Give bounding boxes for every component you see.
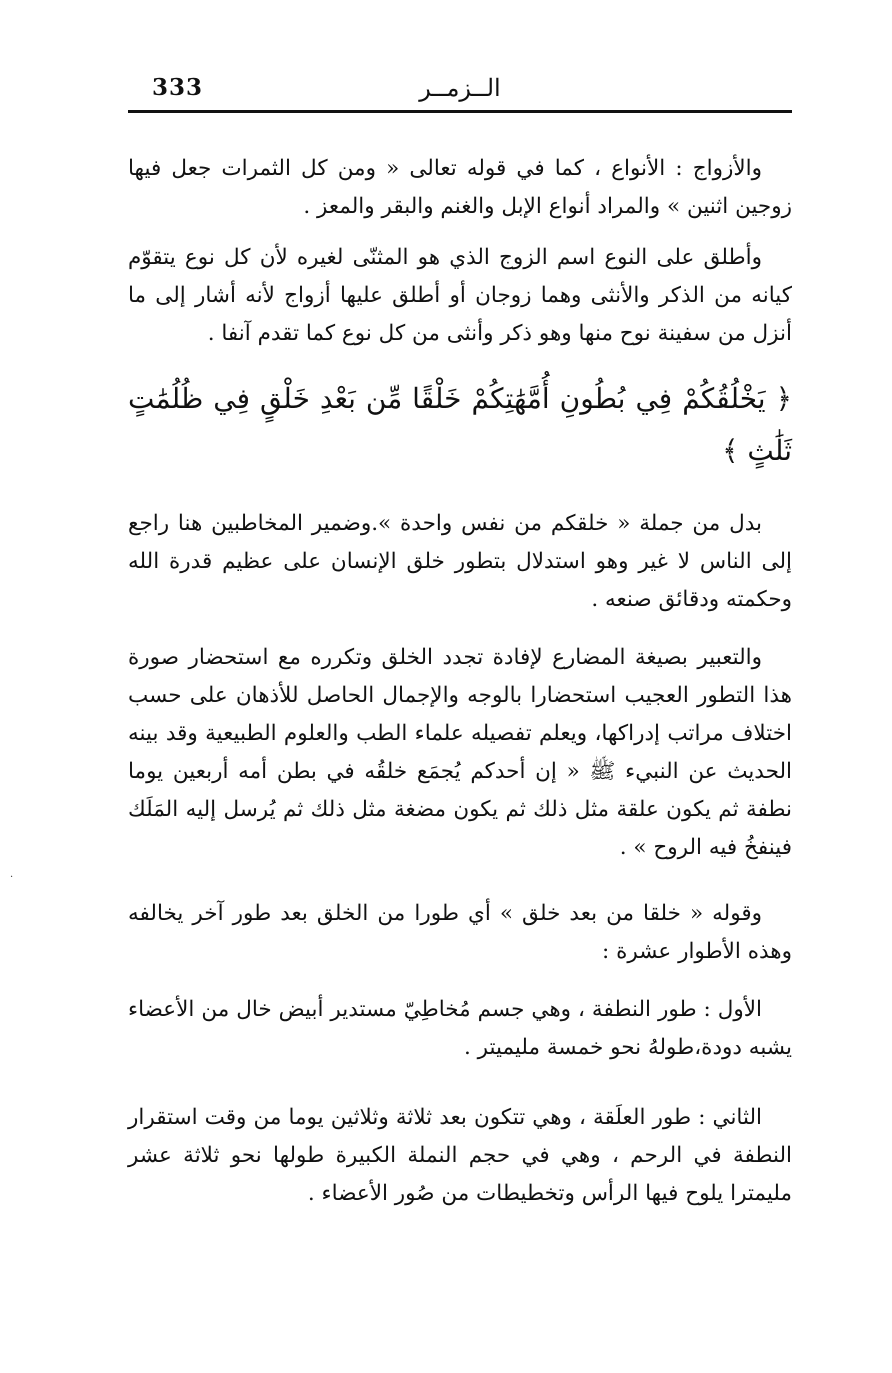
paragraph-tabir-hadith: والتعبير بصيغة المضارع لإفادة تجدد الخلق وتكرره مع استحضار صورة هذا التطور العجيب استحضارا بالوجه والإجمال الحاصل للأذهان على حسب اختلاف مراتب إدراكها، ويعلم تفصيله علماء الطب والعلوم الطبيعية وقد بينه الحديث عن النبيء ﷺ « إن أحدكم يُجمَع خلقُه في بطن أمه أربعين يوما نطفة ثم يكون علقة مثل ذلك ثم يكون مضغة مثل ذلك ثم يُرسل إليه المَلَك فينفخُ فيه الروح » . — [128, 645, 792, 860]
paragraph-stage-one: الأول : طور النطفة ، وهي جسم مُخاطِيّ مستدير أبيض خال من الأعضاء يشبه دودة،طولهُ نحو خمسة مليميتر . — [128, 997, 792, 1060]
page-body — [128, 150, 792, 1213]
paragraph-khalqan-stages: وقوله « خلقا من بعد خلق » أي طورا من الخلق بعد طور آخر يخالفه وهذه الأطوار عشرة : — [128, 901, 792, 964]
paragraph-naming-explanation: وأطلق على النوع اسم الزوج الذي هو المثنّى لغيره لأن كل نوع يتقوّم كيانه من الذكر والأنثى وهما زوجان أو أطلق عليها أزواج لأنه أشار إلى ما أنزل من سفينة نوح منها وهو ذكر وأنثى من كل نوع كما تقدم آنفا . — [128, 245, 792, 346]
page-number: 333 — [152, 74, 204, 101]
header-divider — [128, 110, 792, 113]
paragraph-azwaj-definition: والأزواج : الأنواع ، كما في قوله تعالى « ومن كل الثمرات جعل فيها زوجين اثنين » والمراد أنواع الإبل والغنم والبقر والمعز . — [128, 156, 792, 219]
quran-verse: ﴿ يَخْلُقُكُمْ فِي بُطُونِ أُمَّهَٰتِكُمْ خَلْقًا مِّن بَعْدِ خَلْقٍ فِي ظُلُمَٰتٍ ثَلَٰثٍ ﴾ — [128, 382, 792, 467]
paragraph-stage-two: الثاني : طور العلَقة ، وهي تتكون بعد ثلاثة وثلاثين يوما من وقت استقرار النطفة في الرحم ، وهي في حجم النملة الكبيرة طولها نحو ثلاثة عشر مليمترا يلوح فيها الرأس وتخطيطات من صُور الأعضاء . — [128, 1105, 792, 1206]
paragraph-badal-explanation: بدل من جملة « خلقكم من نفس واحدة ».وضمير المخاطبين هنا راجع إلى الناس لا غير وهو استدلال بتطور خلق الإنسان على عظيم قدرة الله وحكمته ودقائق صنعه . — [128, 511, 792, 612]
scan-speck: · — [10, 872, 14, 883]
running-head: الــزمــر — [419, 74, 501, 102]
